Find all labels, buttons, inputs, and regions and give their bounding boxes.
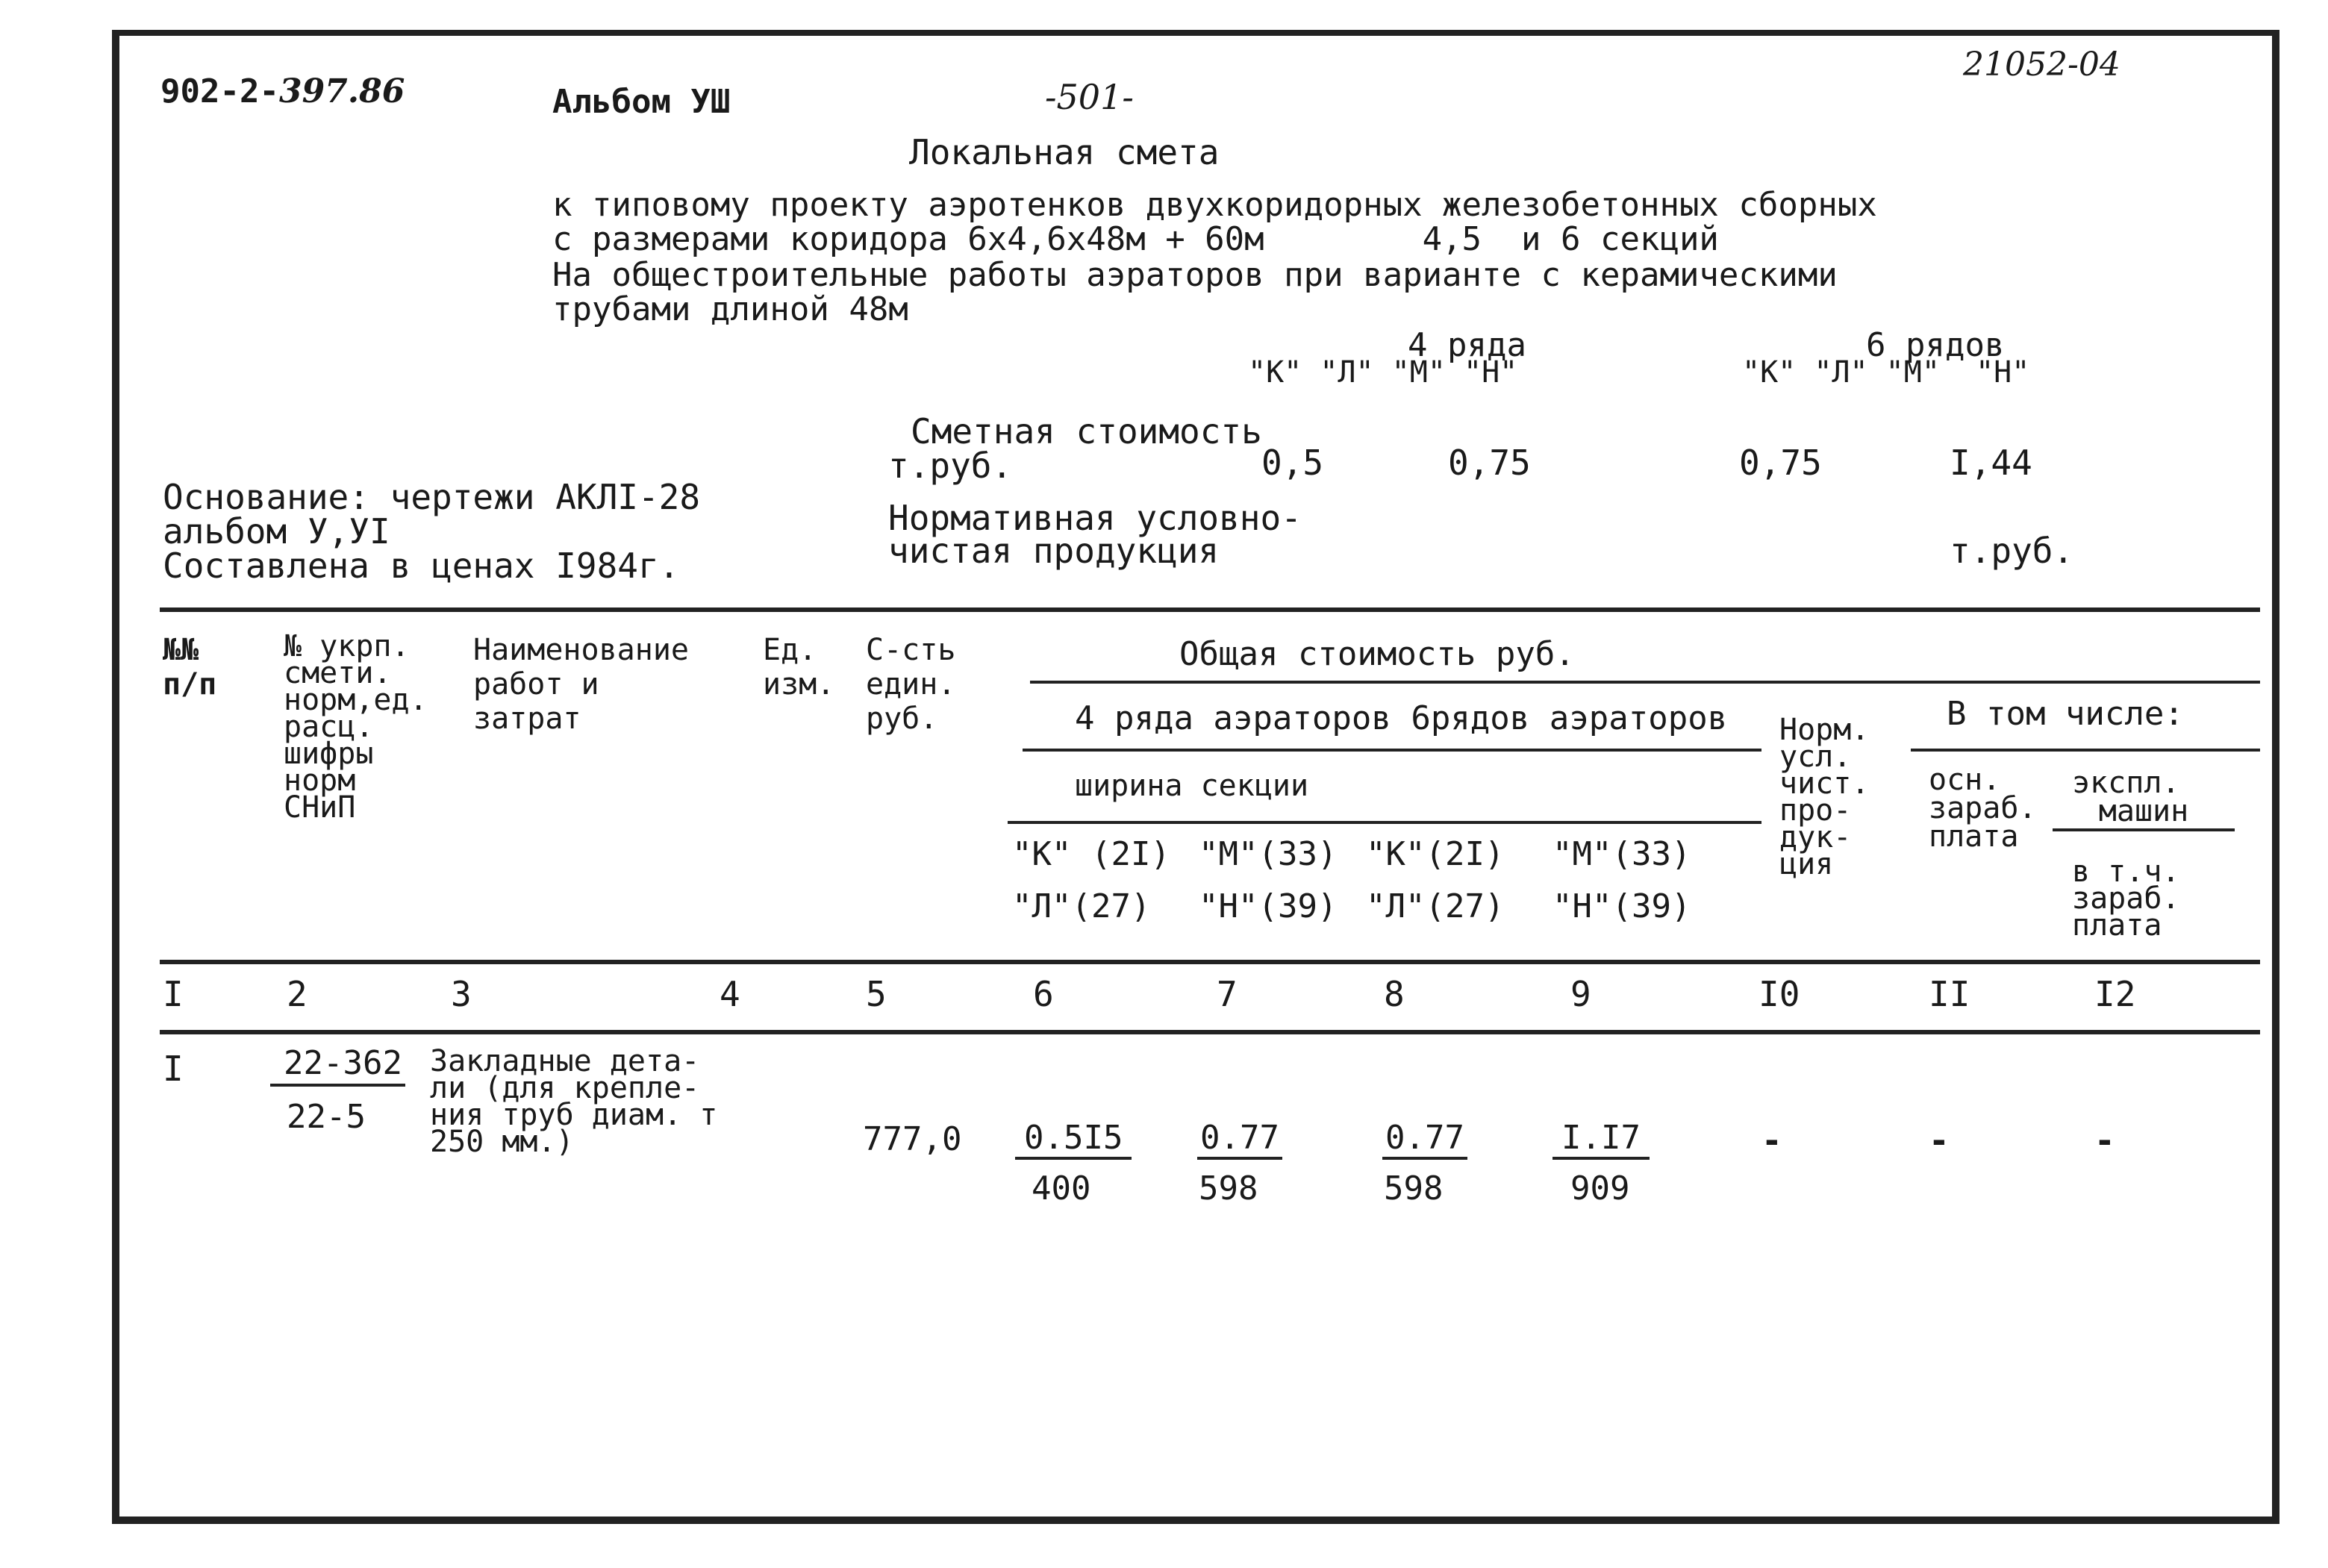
estimate-title: Локальная смета <box>909 132 1220 172</box>
header-col-12-a: экспл. <box>2072 766 2180 800</box>
col-number-4: 4 <box>720 974 740 1014</box>
header-col-2: № укрп. смети. норм,ед. расц. шифры норм СНиП <box>284 629 428 825</box>
col-7-top: "М"(33) <box>1199 835 1338 873</box>
col-number-2: 2 <box>287 974 308 1014</box>
cost-value-2: 0,75 <box>1448 443 1531 483</box>
section-width-header: ширина секции <box>1075 769 1309 803</box>
header-col-11: осн. зараб. плата <box>1929 763 2037 854</box>
header-rule-width <box>1008 821 1761 824</box>
col-number-3: 3 <box>451 974 472 1014</box>
col-number-11: II <box>1929 974 1970 1014</box>
norm-label-2: чистая продукция <box>888 531 1220 571</box>
header-col-3: Наименование работ и затрат <box>473 633 689 736</box>
col-number-8: 8 <box>1384 974 1405 1014</box>
basis-line-1: Основание: чертежи АКЛI-28 <box>163 477 701 517</box>
album-label: Альбом УШ <box>552 83 731 121</box>
variant-6-letters: "К" "Л" "М" "Н" <box>1742 355 2030 390</box>
row-col-7-bottom: 598 <box>1199 1169 1258 1208</box>
header-bottom-rule <box>160 960 2260 964</box>
row-number: I <box>163 1049 184 1089</box>
row-col-9-top: I.I7 <box>1552 1119 1650 1160</box>
cost-unit: т.руб. <box>888 446 1013 486</box>
col-8-bottom: "Л"(27) <box>1366 887 1505 925</box>
norm-unit: т.руб. <box>1950 531 2074 571</box>
basis-line-2: альбом У,УI <box>163 511 390 552</box>
header-rule-aerators <box>1023 749 1761 752</box>
cost-value-4: I,44 <box>1950 443 2032 483</box>
including-header: В том числе: <box>1947 695 2184 733</box>
col-number-1: I <box>163 974 184 1014</box>
title-line-4: трубами длиной 48м <box>552 290 908 328</box>
col-number-7: 7 <box>1217 974 1238 1014</box>
document-code <box>160 73 405 110</box>
header-rule-total <box>1030 681 2260 684</box>
row-code-bottom: 22-5 <box>287 1098 366 1136</box>
row-unit-price: 777,0 <box>863 1120 962 1158</box>
col-number-10: I0 <box>1759 974 1800 1014</box>
row-col-11: - <box>1929 1120 1950 1161</box>
cost-value-1: 0,5 <box>1261 443 1324 483</box>
page-number: -501- <box>1045 77 1134 117</box>
header-rule-incl <box>1911 749 2260 752</box>
header-col-12-b: машин <box>2053 794 2235 831</box>
total-cost-header: Общая стоимость руб. <box>1179 635 1575 673</box>
row-code-top: 22-362 <box>270 1045 405 1087</box>
col-8-top: "К"(2I) <box>1366 835 1505 873</box>
title-line-1: к типовому проекту аэротенков двухкоридорных железобетонных сборных <box>552 186 1877 224</box>
row-col-9-bottom: 909 <box>1570 1169 1630 1208</box>
col-6-top: "К" (2I) <box>1012 835 1170 873</box>
col-7-bottom: "Н"(39) <box>1199 887 1338 925</box>
row-col-7-top: 0.77 <box>1197 1119 1282 1160</box>
row-work-name: Закладные дета- ли (для крепле- ния труб диам. т 250 мм.) <box>430 1044 718 1159</box>
col-number-9: 9 <box>1570 974 1591 1014</box>
header-col-12-c: в т.ч. зараб. плата <box>2072 855 2180 943</box>
variant-4-letters: "К" "Л" "М" "Н" <box>1248 355 1518 390</box>
col-9-bottom: "Н"(39) <box>1552 887 1691 925</box>
document-code-printed: 902-2- <box>160 72 279 110</box>
row-col-12: - <box>2094 1120 2115 1161</box>
row-col-6-bottom: 400 <box>1032 1169 1091 1208</box>
row-col-6-top: 0.5I5 <box>1015 1119 1132 1160</box>
header-col-10: Норм. усл. чист. про- дук- ция <box>1779 713 1870 881</box>
col-number-5: 5 <box>866 974 887 1014</box>
col-9-top: "М"(33) <box>1552 835 1691 873</box>
row-col-8-bottom: 598 <box>1384 1169 1444 1208</box>
variant-4-rows: 4 ряда <box>1408 326 1526 364</box>
col-number-6: 6 <box>1033 974 1054 1014</box>
numbers-bottom-rule <box>160 1030 2260 1034</box>
basis-line-3: Составлена в ценах I984г. <box>163 546 680 586</box>
table-top-rule <box>160 607 2260 612</box>
norm-label-1: Нормативная условно- <box>888 498 1302 538</box>
col-number-12: I2 <box>2094 974 2136 1014</box>
header-col-4: Ед. изм. <box>763 633 835 702</box>
title-line-2: с размерами коридора 6х4,6х48м + 60м 4,5 и 6 секций <box>552 220 1719 258</box>
cost-value-3: 0,75 <box>1739 443 1822 483</box>
col-6-bottom: "Л"(27) <box>1012 887 1151 925</box>
variant-6-rows: 6 рядов <box>1866 326 2005 364</box>
stamp-number: 21052-04 <box>1963 46 2121 84</box>
header-col-5: С-сть един. руб. <box>866 633 956 736</box>
row-col-8-top: 0.77 <box>1382 1119 1467 1160</box>
row-col-10: - <box>1761 1120 1782 1161</box>
cost-label: Сметная стоимость <box>911 411 1262 452</box>
header-col-1: №№ п/п <box>163 633 217 702</box>
title-line-3: На общестроительные работы аэраторов при варианте с керамическими <box>552 256 1838 294</box>
aerators-header: 4 ряда аэраторов 6рядов аэраторов <box>1075 699 1728 737</box>
document-code-handwritten: 397.86 <box>278 72 405 110</box>
